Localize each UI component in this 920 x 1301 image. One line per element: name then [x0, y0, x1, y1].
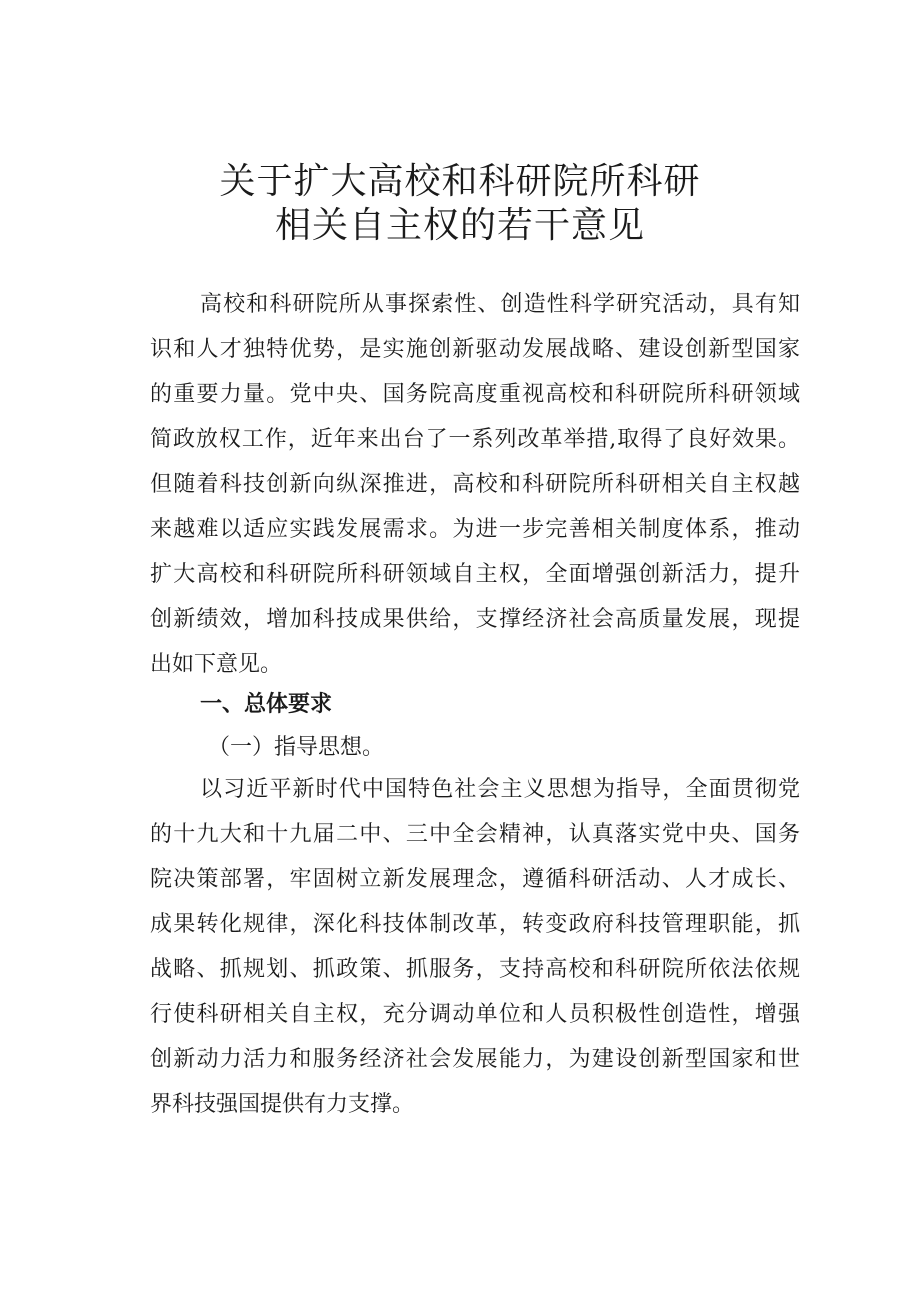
intro-line-8: 创新绩效，增加科技成果供给，支撑经济社会高质量发展，现提: [150, 607, 800, 632]
guiding-line-5: 战略、抓规划、抓政策、抓服务，支持高校和科研院所依法依规: [150, 957, 800, 982]
intro-line-7: 扩大高校和科研院所科研领域自主权，全面增强创新活力，提升: [150, 562, 800, 587]
intro-line-2: 识和人才独特优势，是实施创新驱动发展战略、建设创新型国家: [150, 337, 800, 362]
guiding-line-1: 以习近平新时代中国特色社会主义思想为指导，全面贯彻党: [200, 777, 800, 802]
intro-line-6: 来越难以适应实践发展需求。为进一步完善相关制度体系，推动: [150, 517, 800, 542]
guiding-line-8: 界科技强国提供有力支撑。: [150, 1092, 415, 1117]
guiding-line-4: 成果转化规律，深化科技体制改革，转变政府科技管理职能，抓: [150, 912, 800, 937]
intro-line-5: 但随着科技创新向纵深推进，高校和科研院所科研相关自主权越: [150, 472, 800, 497]
guiding-line-2: 的十九大和十九届二中、三中全会精神，认真落实党中央、国务: [150, 822, 800, 847]
document-title-line-2: 相关自主权的若干意见: [274, 205, 645, 246]
section-heading: 一、总体要求: [200, 692, 333, 717]
document-title-line-1: 关于扩大高校和科研院所科研: [219, 161, 701, 202]
intro-line-1: 高校和科研院所从事探索性、创造性科学研究活动，具有知: [200, 292, 800, 317]
intro-line-9: 出如下意见。: [150, 652, 283, 677]
guiding-line-7: 创新动力活力和服务经济社会发展能力，为建设创新型国家和世: [150, 1047, 800, 1072]
guiding-line-6: 行使科研相关自主权，充分调动单位和人员积极性创造性，增强: [150, 1002, 800, 1027]
intro-line-4: 简政放权工作，近年来出台了一系列改革举措,取得了良好效果。: [150, 427, 800, 452]
guiding-line-3: 院决策部署，牢固树立新发展理念，遵循科研活动、人才成长、: [150, 867, 800, 892]
intro-line-3: 的重要力量。党中央、国务院高度重视高校和科研院所科研领域: [150, 382, 800, 407]
subsection-heading: （一）指导思想。: [208, 735, 385, 760]
